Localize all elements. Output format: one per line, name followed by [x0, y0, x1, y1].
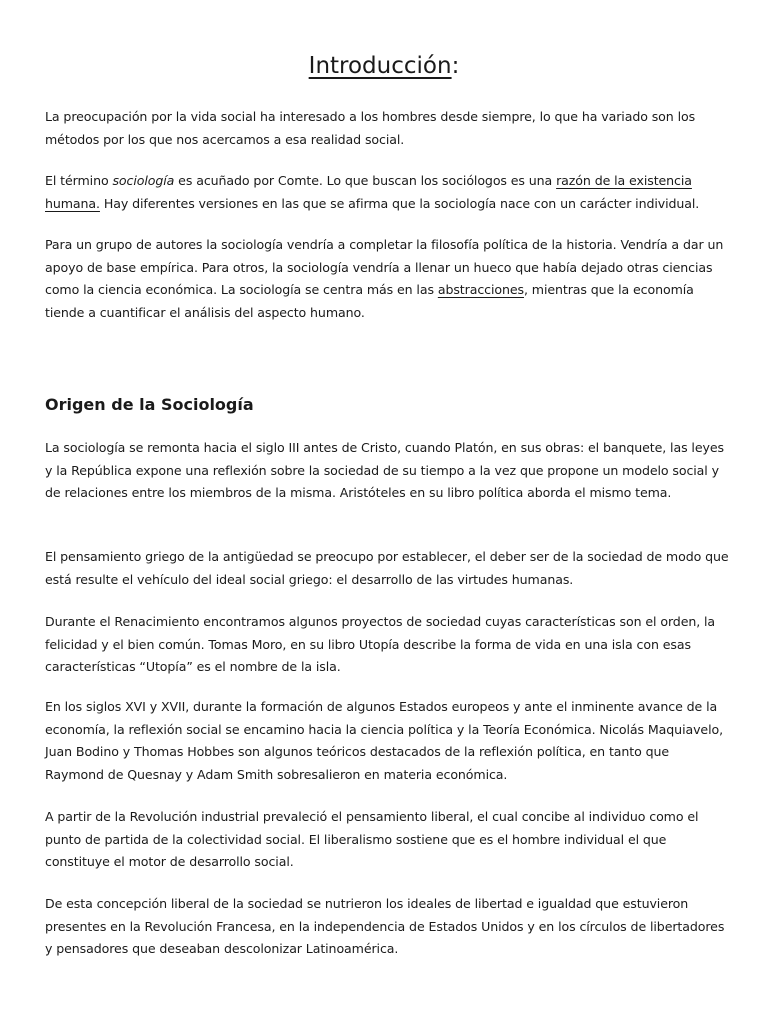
p3-underlined-word: abstracciones — [437, 282, 524, 298]
section-paragraph-4: En los siglos XVI y XVII, durante la formación de algunos Estados europeos y ante el inminente avance de la economía, la reflexión social se encamino hacia la ciencia política y la Teoría Económica. Nicolás Maquiavelo, Juan Bodino y Thomas Hobbes son algunos teóricos destacados de la reflexión política, en tanto que Raymond de Quesnay y Adam Smith sobresalieron en materia económica. — [45, 699, 723, 782]
intro-paragraph-1: La preocupación por la vida social ha interesado a los hombres desde siempre, lo que ha variado son los métodos por los que nos acercamos a esa realidad social. — [45, 109, 696, 147]
section-paragraph-2: El pensamiento griego de la antigüedad se preocupo por establecer, el deber ser de la sociedad de modo que está resulte el vehículo del ideal social griego: el desarrollo de las virtudes humanas. — [45, 549, 729, 587]
p2-text-a: El término — [45, 173, 113, 188]
title-colon: : — [451, 53, 460, 79]
section-paragraph-1: La sociología se remonta hacia el siglo III antes de Cristo, cuando Platón, en sus obras: el banquete, las leyes y la República expone una reflexión sobre la sociedad de su tiempo a la vez que propone un modelo social y de relaciones entre los miembros de la misma. Aristóteles en su libro política aborda el mismo tema. — [45, 440, 724, 501]
page-title — [0, 50, 768, 82]
section-paragraph-6: De esta concepción liberal de la sociedad se nutrieron los ideales de libertad e igualdad que estuvieron presentes en la Revolución Francesa, en la independencia de Estados Unidos y en los círculos de libertadores y pensadores que deseaban descolonizar Latinoamérica. — [45, 896, 725, 957]
section-heading: Origen de la Sociología — [45, 395, 254, 414]
intro-paragraph-2 — [45, 170, 730, 215]
p2-underlined-phrase: razón de la existencia humana. — [45, 173, 692, 211]
title-text: Introducción — [308, 53, 452, 79]
section-paragraph-3: Durante el Renacimiento encontramos algunos proyectos de sociedad cuyas características son el orden, la felicidad y el bien común. Tomas Moro, en su libro Utopía describe la forma de vida en una isla con esas características “Utopía” es el nombre de la isla. — [45, 614, 716, 675]
p2-text-c: Hay diferentes versiones en las que se afirma que la sociología nace con un carácter individual. — [99, 195, 700, 211]
p2-text-b: es acuñado por Comte. Lo que buscan los sociólogos es una — [174, 173, 557, 188]
p3-text-a: Para un grupo de autores la sociología vendría a completar la filosofía política de la historia. Vendría a dar un apoyo de base empírica. Para otros, la sociología vendría a llenar un hueco que había dejado otras ciencias como la ciencia económica. La sociología se centra más en las — [45, 237, 724, 298]
p2-italic-term: sociología — [112, 173, 175, 188]
section-paragraph-5: A partir de la Revolución industrial prevaleció el pensamiento liberal, el cual concibe al individuo como el punto de partida de la colectividad social. El liberalismo sostiene que es el hombre individual el que constituye el motor de desarrollo social. — [45, 809, 699, 870]
p3-text-b: , mientras que la economía tiende a cuantificar el análisis del aspecto humano. — [45, 282, 694, 320]
intro-paragraph-3 — [45, 234, 730, 324]
